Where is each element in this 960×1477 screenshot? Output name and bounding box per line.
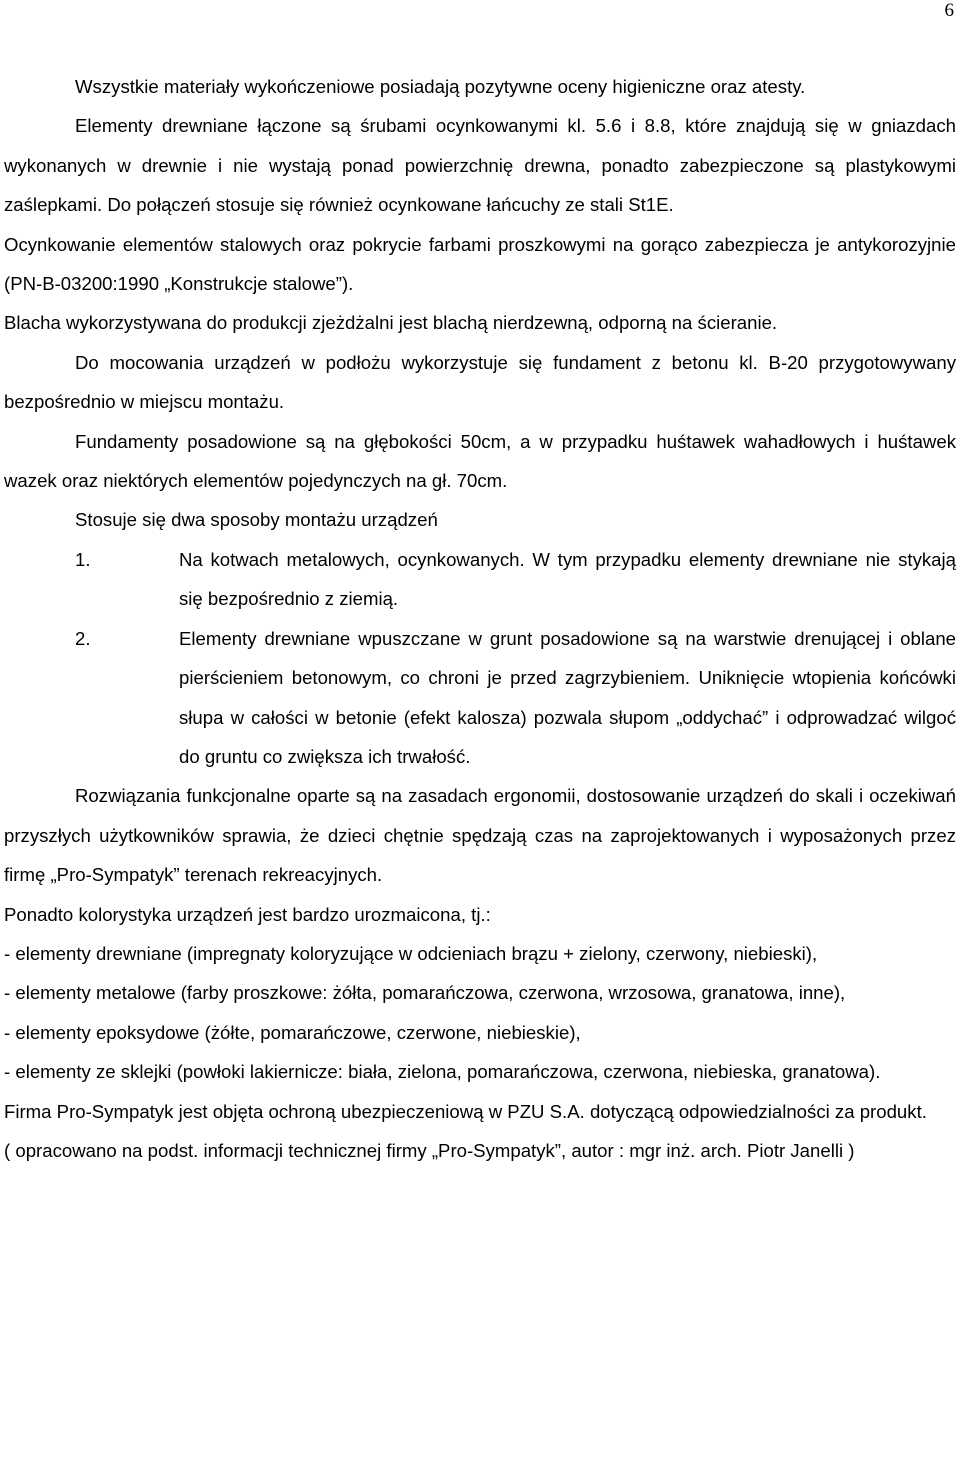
dash-item-plywood: - elementy ze sklejki (powłoki lakiernicze: biała, zielona, pomarańczowa, czerwona, niebieska, granatowa). — [4, 1061, 881, 1083]
paragraph-galvanizing: Ocynkowanie elementów stalowych oraz pokrycie farbami proszkowymi na gorąco zabezpiecza je antykorozyjnie (PN-B-03200:1990 „Konstrukcje stalowe”). — [4, 233, 956, 295]
document-body — [4, 67, 956, 1170]
paragraph-mounting: Do mocowania urządzeń w podłożu wykorzystuje się fundament z betonu kl. B-20 przygotowywany bezpośrednio w miejscu montażu. — [4, 351, 956, 413]
list-item-text: Elementy drewniane wpuszczane w grunt posadowione są na warstwie drenującej i oblane pierścieniem betonowym, co chroni je przed zagrzybieniem. Uniknięcie wtopienia końcówki słupa w całości w betonie (efekt kalosza) pozwala słupom „oddychać” i odprowadzać wilgoć do gruntu co zwiększa ich trwałość. — [179, 627, 956, 767]
list-item-number: 2. — [75, 627, 91, 649]
paragraph-colors-intro: Ponadto kolorystyka urządzeń jest bardzo urozmaicona, tj.: — [4, 903, 491, 925]
paragraph-ergonomics: Rozwiązania funkcjonalne oparte są na zasadach ergonomii, dostosowanie urządzeń do skali i oczekiwań przyszłych użytkowników sprawia, że dzieci chętnie spędzają czas na zaprojektowanych i wyposażonych przez firmę „Pro-Sympatyk” terenach rekreacyjnych. — [4, 785, 956, 886]
paragraph-source-note: ( opracowano na podst. informacji technicznej firmy „Pro-Sympatyk”, autor : mgr inż. arch. Piotr Janelli ) — [4, 1139, 855, 1161]
paragraph-foundations: Fundamenty posadowione są na głębokości 50cm, a w przypadku huśtawek wahadłowych i huśtawek wazek oraz niektórych elementów pojedynczych na gł. 70cm. — [4, 430, 956, 492]
list-item-number: 1. — [75, 548, 91, 570]
paragraph-slide-sheet: Blacha wykorzystywana do produkcji zjeżdżalni jest blachą nierdzewną, odporną na ścieranie. — [4, 312, 778, 334]
paragraph-mounting-methods: Stosuje się dwa sposoby montażu urządzeń — [75, 509, 438, 531]
page-number: 6 — [944, 0, 954, 21]
list-item-2 — [4, 619, 956, 777]
dash-item-wooden: - elementy drewniane (impregnaty koloryzujące w odcieniach brązu + zielony, czerwony, niebieski), — [4, 942, 818, 964]
paragraph-insurance: Firma Pro-Sympatyk jest objęta ochroną ubezpieczeniową w PZU S.A. dotyczącą odpowiedzialności za produkt. — [4, 1100, 927, 1122]
paragraph-materials: Wszystkie materiały wykończeniowe posiadają pozytywne oceny higieniczne oraz atesty. — [75, 76, 806, 97]
dash-item-epoxy: - elementy epoksydowe (żółte, pomarańczowe, czerwone, niebieskie), — [4, 1021, 581, 1043]
list-item-1 — [4, 540, 956, 619]
dash-item-metal: - elementy metalowe (farby proszkowe: żółta, pomarańczowa, czerwona, wrzosowa, granatowa, inne), — [4, 982, 846, 1004]
paragraph-wooden-joints: Elementy drewniane łączone są śrubami ocynkowanymi kl. 5.6 i 8.8, które znajdują się w gniazdach wykonanych w drewnie i nie wystają ponad powierzchnię drewna, ponadto zabezpieczone są plastykowymi zaślepkami. Do połączeń stosuje się również ocynkowane łańcuchy ze stali St1E. — [4, 115, 956, 216]
list-item-text: Na kotwach metalowych, ocynkowanych. W tym przypadku elementy drewniane nie stykają się bezpośrednio z ziemią. — [179, 548, 956, 610]
